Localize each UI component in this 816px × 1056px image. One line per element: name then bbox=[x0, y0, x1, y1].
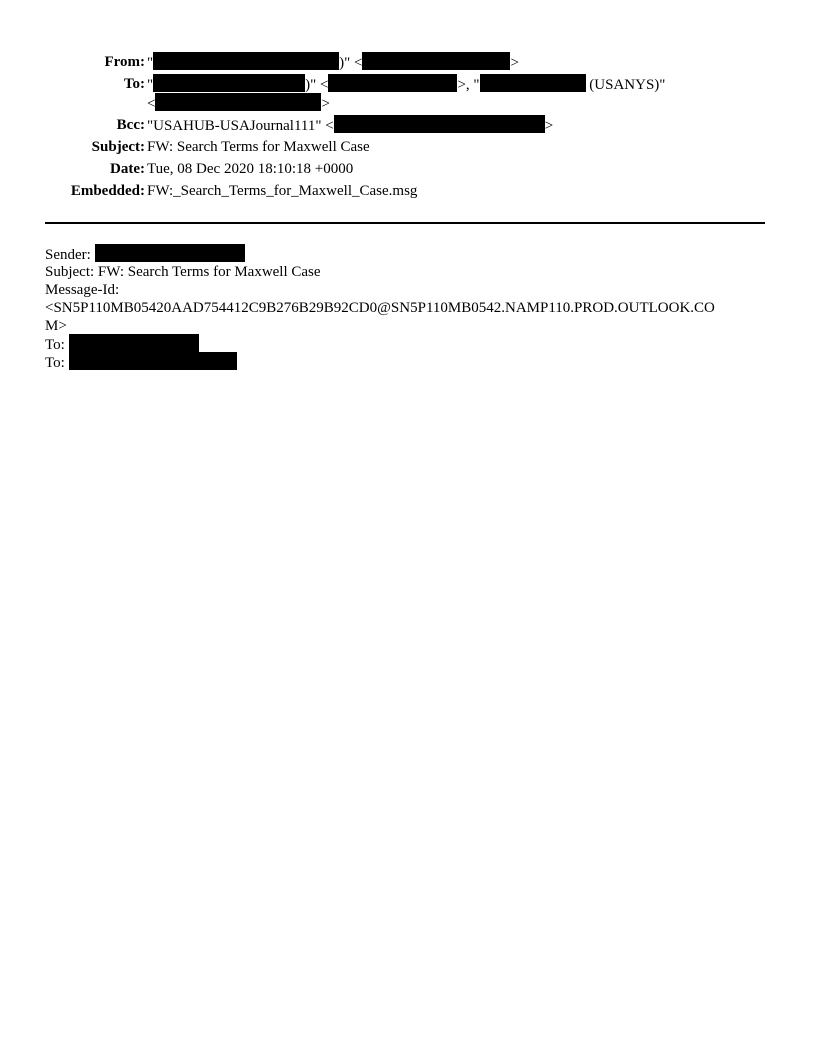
to-open-quote: " bbox=[147, 77, 154, 93]
subject-value: FW: Search Terms for Maxwell Case bbox=[147, 139, 370, 155]
bcc-end: > bbox=[544, 118, 554, 134]
date-value: Tue, 08 Dec 2020 18:10:18 +0000 bbox=[147, 161, 354, 177]
redaction-box bbox=[334, 115, 545, 133]
to-value-line2 bbox=[147, 93, 330, 115]
redaction-box bbox=[153, 74, 305, 92]
to-label: To: bbox=[45, 337, 65, 353]
from-row bbox=[0, 52, 816, 74]
subject-row bbox=[0, 137, 816, 159]
to-sep: >, " bbox=[457, 77, 480, 93]
to-label: To: bbox=[123, 76, 145, 92]
redaction-box bbox=[95, 244, 245, 262]
bcc-value bbox=[147, 115, 553, 137]
to-label: To: bbox=[45, 355, 65, 371]
to-row-continued bbox=[0, 93, 816, 115]
date-row bbox=[0, 159, 816, 181]
bcc-row bbox=[0, 115, 816, 137]
header-divider bbox=[45, 222, 765, 224]
redaction-box bbox=[69, 352, 237, 370]
redaction-box bbox=[153, 52, 339, 70]
from-value bbox=[147, 52, 519, 74]
embedded-row bbox=[0, 181, 816, 203]
from-end: > bbox=[510, 55, 519, 71]
from-open-quote: " bbox=[147, 55, 154, 71]
message-id-line1: <SN5P110MB05420AAD754412C9B276B29B92CD0@SN5P110MB0542.NAMP110.PROD.OUTLOOK.CO bbox=[45, 300, 715, 316]
message-id-line2: M> bbox=[45, 318, 67, 334]
bcc-text: "USAHUB-USAJournal111" < bbox=[147, 118, 334, 134]
from-label: From: bbox=[104, 54, 145, 70]
sender-label: Sender: bbox=[45, 247, 91, 263]
embedded-value: FW:_Search_Terms_for_Maxwell_Case.msg bbox=[147, 183, 418, 199]
body-subject-line: Subject: FW: Search Terms for Maxwell Case bbox=[45, 264, 321, 280]
date-label: Date: bbox=[110, 161, 145, 177]
to-line2-open: < bbox=[147, 96, 156, 112]
redaction-box bbox=[155, 93, 321, 111]
message-id-label: Message-Id: bbox=[45, 282, 120, 298]
redaction-box bbox=[328, 74, 457, 92]
bcc-label: Bcc: bbox=[116, 117, 145, 133]
subject-label: Subject: bbox=[91, 139, 145, 155]
to-line2-close: > bbox=[321, 96, 330, 112]
to-close: )" < bbox=[305, 77, 329, 93]
redaction-box bbox=[480, 74, 586, 92]
embedded-label: Embedded: bbox=[70, 183, 145, 199]
redaction-box bbox=[362, 52, 510, 70]
to-line-2 bbox=[45, 352, 237, 374]
redaction-box bbox=[69, 334, 199, 352]
to-org: (USANYS)" bbox=[585, 77, 666, 93]
from-close: )" < bbox=[339, 55, 363, 71]
